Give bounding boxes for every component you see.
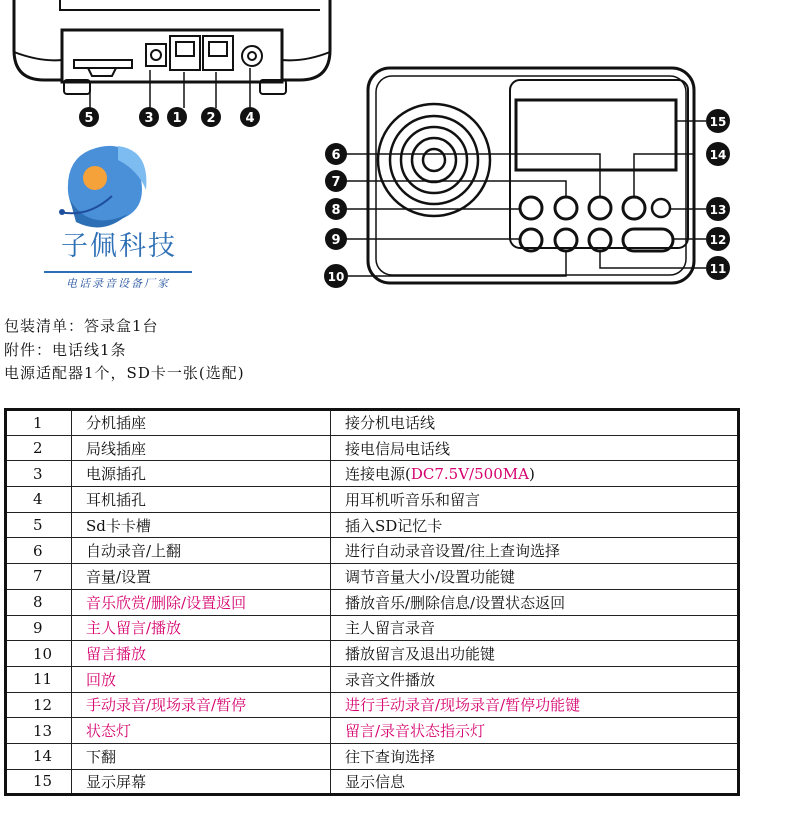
callout-6 (325, 143, 347, 165)
callout-9 (325, 228, 347, 250)
row-number: 9 (6, 615, 72, 641)
function-description: 留言/录音状态指示灯 (331, 718, 739, 744)
function-name: 音量/设置 (72, 564, 331, 590)
row-number: 6 (6, 538, 72, 564)
function-name: 显示屏幕 (72, 769, 331, 795)
button-8 (520, 197, 542, 219)
svg-text:15: 15 (709, 115, 727, 129)
function-name: 音乐欣赏/删除/设置返回 (72, 589, 331, 615)
logo-tagline: 电话录音设备厂家 (66, 277, 170, 290)
svg-text:3: 3 (144, 111, 154, 126)
svg-text:8: 8 (331, 203, 341, 218)
speaker-grille (378, 104, 490, 216)
function-name: 手动录音/现场录音/暂停 (72, 692, 331, 718)
row-number: 12 (6, 692, 72, 718)
function-description: 进行手动录音/现场录音/暂停功能键 (331, 692, 739, 718)
description-text: 连接电源( (345, 465, 411, 484)
button-6 (589, 197, 611, 219)
table-row (6, 743, 739, 769)
row-number: 10 (6, 641, 72, 667)
function-description: 播放音乐/删除信息/设置状态返回 (331, 589, 739, 615)
button-14 (623, 197, 645, 219)
callout-5 (79, 107, 99, 127)
callout-12 (706, 227, 730, 251)
adapter-line: 电源适配器1个，SD卡一张(选配) (4, 364, 245, 382)
row-number: 11 (6, 666, 72, 692)
function-name: 回放 (72, 666, 331, 692)
function-description: 播放留言及退出功能键 (331, 641, 739, 667)
table-row (6, 666, 739, 692)
function-name: 主人留言/播放 (72, 615, 331, 641)
callout-4 (240, 107, 260, 127)
svg-text:4: 4 (245, 111, 255, 126)
callout-10 (324, 264, 348, 288)
function-name: 耳机插孔 (72, 487, 331, 513)
function-description (331, 461, 739, 487)
row-number: 4 (6, 487, 72, 513)
function-description: 接分机电话线 (331, 410, 739, 436)
row-number: 13 (6, 718, 72, 744)
table-row (6, 589, 739, 615)
row-number: 2 (6, 435, 72, 461)
callout-7 (325, 170, 347, 192)
svg-text:9: 9 (331, 233, 341, 248)
callout-11 (706, 256, 730, 280)
function-name: 自动录音/上翻 (72, 538, 331, 564)
table-row (6, 718, 739, 744)
row-number: 5 (6, 512, 72, 538)
accessories-line: 附件：电话线1条 (4, 341, 127, 359)
svg-text:5: 5 (84, 111, 94, 126)
svg-text:14: 14 (709, 148, 727, 162)
table-row (6, 410, 739, 436)
row-number: 1 (6, 410, 72, 436)
svg-text:7: 7 (331, 175, 341, 190)
svg-text:6: 6 (331, 148, 341, 163)
logo-emblem (59, 146, 146, 228)
function-table (4, 408, 740, 796)
row-number: 7 (6, 564, 72, 590)
table-row (6, 769, 739, 795)
row-number: 3 (6, 461, 72, 487)
table-row (6, 461, 739, 487)
svg-text:2: 2 (206, 111, 216, 126)
callout-1 (167, 107, 187, 127)
function-name: 局线插座 (72, 435, 331, 461)
description-tail: ) (528, 465, 535, 484)
row-number: 8 (6, 589, 72, 615)
function-name: Sd卡卡槽 (72, 512, 331, 538)
callout-2 (201, 107, 221, 127)
table-row (6, 487, 739, 513)
display-screen (516, 100, 676, 170)
function-description: 进行自动录音设置/往上查询选择 (331, 538, 739, 564)
table-row (6, 564, 739, 590)
function-description: 用耳机听音乐和留言 (331, 487, 739, 513)
row-number: 14 (6, 743, 72, 769)
svg-text:11: 11 (709, 262, 727, 276)
callout-15 (706, 109, 730, 133)
callout-8 (325, 198, 347, 220)
function-description: 往下查询选择 (331, 743, 739, 769)
logo-divider (44, 271, 192, 273)
function-name: 留言播放 (72, 641, 331, 667)
function-name: 分机插座 (72, 410, 331, 436)
function-description: 显示信息 (331, 769, 739, 795)
svg-text:1: 1 (172, 111, 182, 126)
table-row (6, 435, 739, 461)
function-description: 接电信局电话线 (331, 435, 739, 461)
function-name: 电源插孔 (72, 461, 331, 487)
table-row (6, 692, 739, 718)
logo-name: 子佩科技 (61, 231, 177, 262)
function-description: 主人留言录音 (331, 615, 739, 641)
function-name: 状态灯 (72, 718, 331, 744)
back-panel-diagram (14, 0, 330, 108)
front-panel-diagram (346, 68, 706, 283)
packing-list-line: 包装清单：答录盒1台 (4, 317, 159, 335)
svg-text:12: 12 (709, 233, 727, 247)
table-row (6, 512, 739, 538)
status-led (652, 199, 670, 217)
callout-14 (706, 142, 730, 166)
table-row (6, 615, 739, 641)
button-7 (555, 197, 577, 219)
callout-3 (139, 107, 159, 127)
table-row (6, 641, 739, 667)
power-spec: DC7.5V/500MA (410, 465, 529, 484)
function-name: 下翻 (72, 743, 331, 769)
function-description: 调节音量大小/设置功能键 (331, 564, 739, 590)
row-number: 15 (6, 769, 72, 795)
function-description: 插入SD记忆卡 (331, 512, 739, 538)
table-row (6, 538, 739, 564)
svg-text:10: 10 (327, 270, 345, 284)
callout-13 (706, 197, 730, 221)
function-description: 录音文件播放 (331, 666, 739, 692)
svg-text:13: 13 (709, 203, 727, 217)
